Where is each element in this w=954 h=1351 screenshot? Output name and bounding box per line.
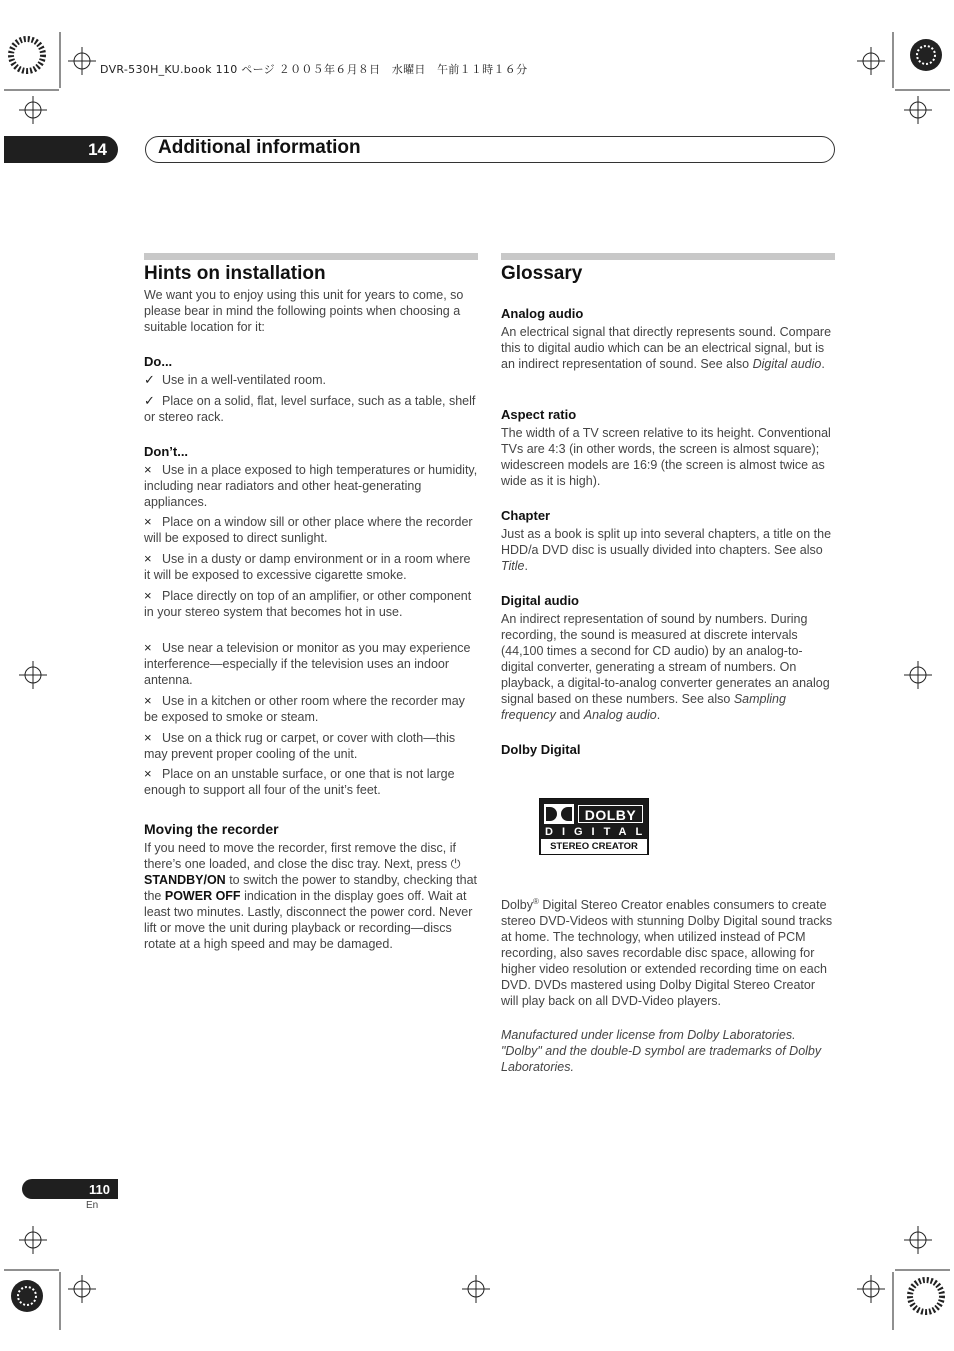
- glossary-def-chapter: Just as a book is split up into several chapters, a title on the HDD/a DVD disc is usually divided into chapters. See also Title.: [501, 527, 832, 573]
- dont-heading: Don’t...: [144, 444, 189, 459]
- glossary-term-chapter: Chapter: [501, 508, 551, 523]
- glossary-title: Glossary: [501, 263, 583, 284]
- do-item: ✓ Place on a solid, flat, level surface, such as a table, shelf or stereo rack.: [144, 393, 476, 424]
- glossary-def-aspect-ratio: The width of a TV screen relative to its height. Conventional TVs are 4:3 (in other words, the screen is almost square); widescreen models are 16:9 (the screen is almost twice as wide as it is high).: [501, 426, 831, 488]
- glossary-def-dolby-digital: Dolby® Digital Stereo Creator enables consumers to create stereo DVD-Videos with stunning Dolby Digital sound tracks at home. The technology, when utilized instead of PCM recording, also saves recordable disc space, allowing for higher video resolution or extended recording time on each DVD. DVDs mastered using Dolby Digital Stereo Creator will play back on all DVD-Video players.: [501, 897, 833, 1009]
- cross-icon: ×: [144, 766, 152, 781]
- logo-stereo-creator-text: STEREO CREATOR: [541, 839, 647, 854]
- do-item: ✓ Use in a well-ventilated room.: [144, 372, 326, 387]
- glossary-term-digital-audio: Digital audio: [501, 593, 579, 608]
- language-code: En: [86, 1200, 99, 1211]
- dont-item: × Place on an unstable surface, or one that is not large enough to support all four of the unit’s feet.: [144, 766, 455, 797]
- glossary-term-aspect-ratio: Aspect ratio: [501, 407, 577, 422]
- check-icon: ✓: [144, 372, 155, 387]
- moving-heading: Moving the recorder: [144, 821, 279, 837]
- cross-icon: ×: [144, 588, 152, 603]
- dont-item: × Use in a kitchen or other room where the recorder may be exposed to smoke or steam.: [144, 693, 465, 724]
- cross-icon: ×: [144, 514, 152, 529]
- glossary-rule: [501, 253, 835, 260]
- do-heading: Do...: [144, 354, 173, 369]
- moving-text: If you need to move the recorder, first remove the disc, if there’s one loaded, and close the disc tray. Next, press ⏻ STANDBY/ON to switch the power to standby, checking that the POWER OFF indication in the display goes off. Wait at least two minutes. Lastly, disconnect the power cord. Never lift or move the unit during playback or recording—discs rotate at a high speed and may be damaged.: [144, 841, 478, 951]
- cross-icon: ×: [144, 462, 152, 477]
- glossary-term-dolby-digital: Dolby Digital: [501, 742, 581, 757]
- dont-item: × Use near a television or monitor as you may experience interference—especially if the television uses an indoor antenna.: [144, 640, 471, 687]
- cross-icon: ×: [144, 551, 152, 566]
- chapter-number-tab: 14: [4, 136, 118, 163]
- dont-item: × Use on a thick rug or carpet, or cover with cloth—this may prevent proper cooling of the unit.: [144, 730, 456, 761]
- glossary-def-digital-audio: An indirect representation of sound by numbers. During recording, the sound is measured at discrete intervals (44,100 times a second for CD audio) by an analog-to-digital converter, generating a stream of numbers. On playback, a digital-to-analog converter generates an analog signal based on these numbers. See also Sampling frequency and Analog audio.: [501, 612, 830, 722]
- check-icon: ✓: [144, 393, 155, 408]
- logo-dolby-text: DOLBY: [578, 805, 643, 823]
- glossary-def-analog-audio: An electrical signal that directly represents sound. Compare this to digital audio which can be an electrical signal, but is an indirect representation of sound. See also Digital audio.: [501, 325, 832, 371]
- hints-rule: [144, 253, 478, 260]
- hints-intro: We want you to enjoy using this unit for years to come, so please bear in mind the following points when choosing a suitable location for it:: [144, 288, 464, 334]
- cross-icon: ×: [144, 640, 152, 655]
- hints-title: Hints on installation: [144, 263, 326, 284]
- chapter-title: Additional information: [158, 137, 361, 158]
- page-number: 110: [22, 1179, 118, 1199]
- cross-icon: ×: [144, 730, 152, 745]
- glossary-term-analog-audio: Analog audio: [501, 306, 584, 321]
- dont-item: × Place directly on top of an amplifier, or other component in your stereo system that becomes hot in use.: [144, 588, 472, 619]
- power-icon: ⏻: [450, 857, 461, 871]
- double-d-icon: [544, 804, 574, 824]
- logo-digital-text: DIGITAL: [545, 826, 652, 838]
- dont-item: × Place on a window sill or other place where the recorder will be exposed to direct sunlight.: [144, 514, 473, 545]
- print-header: DVR-530H_KU.book 110 ページ ２００５年６月８日 水曜日 午前１１時１６分: [100, 63, 528, 76]
- license-notice: Manufactured under license from Dolby Laboratories. "Dolby" and the double-D symbol are trademarks of Dolby Laboratories.: [501, 1028, 822, 1074]
- dolby-digital-logo: [539, 798, 652, 855]
- cross-icon: ×: [144, 693, 152, 708]
- dont-item: × Use in a dusty or damp environment or in a room where it will be exposed to excessive cigarette smoke.: [144, 551, 471, 582]
- dont-item: × Use in a place exposed to high temperatures or humidity, including near radiators and other heat-generating appliances.: [144, 462, 478, 509]
